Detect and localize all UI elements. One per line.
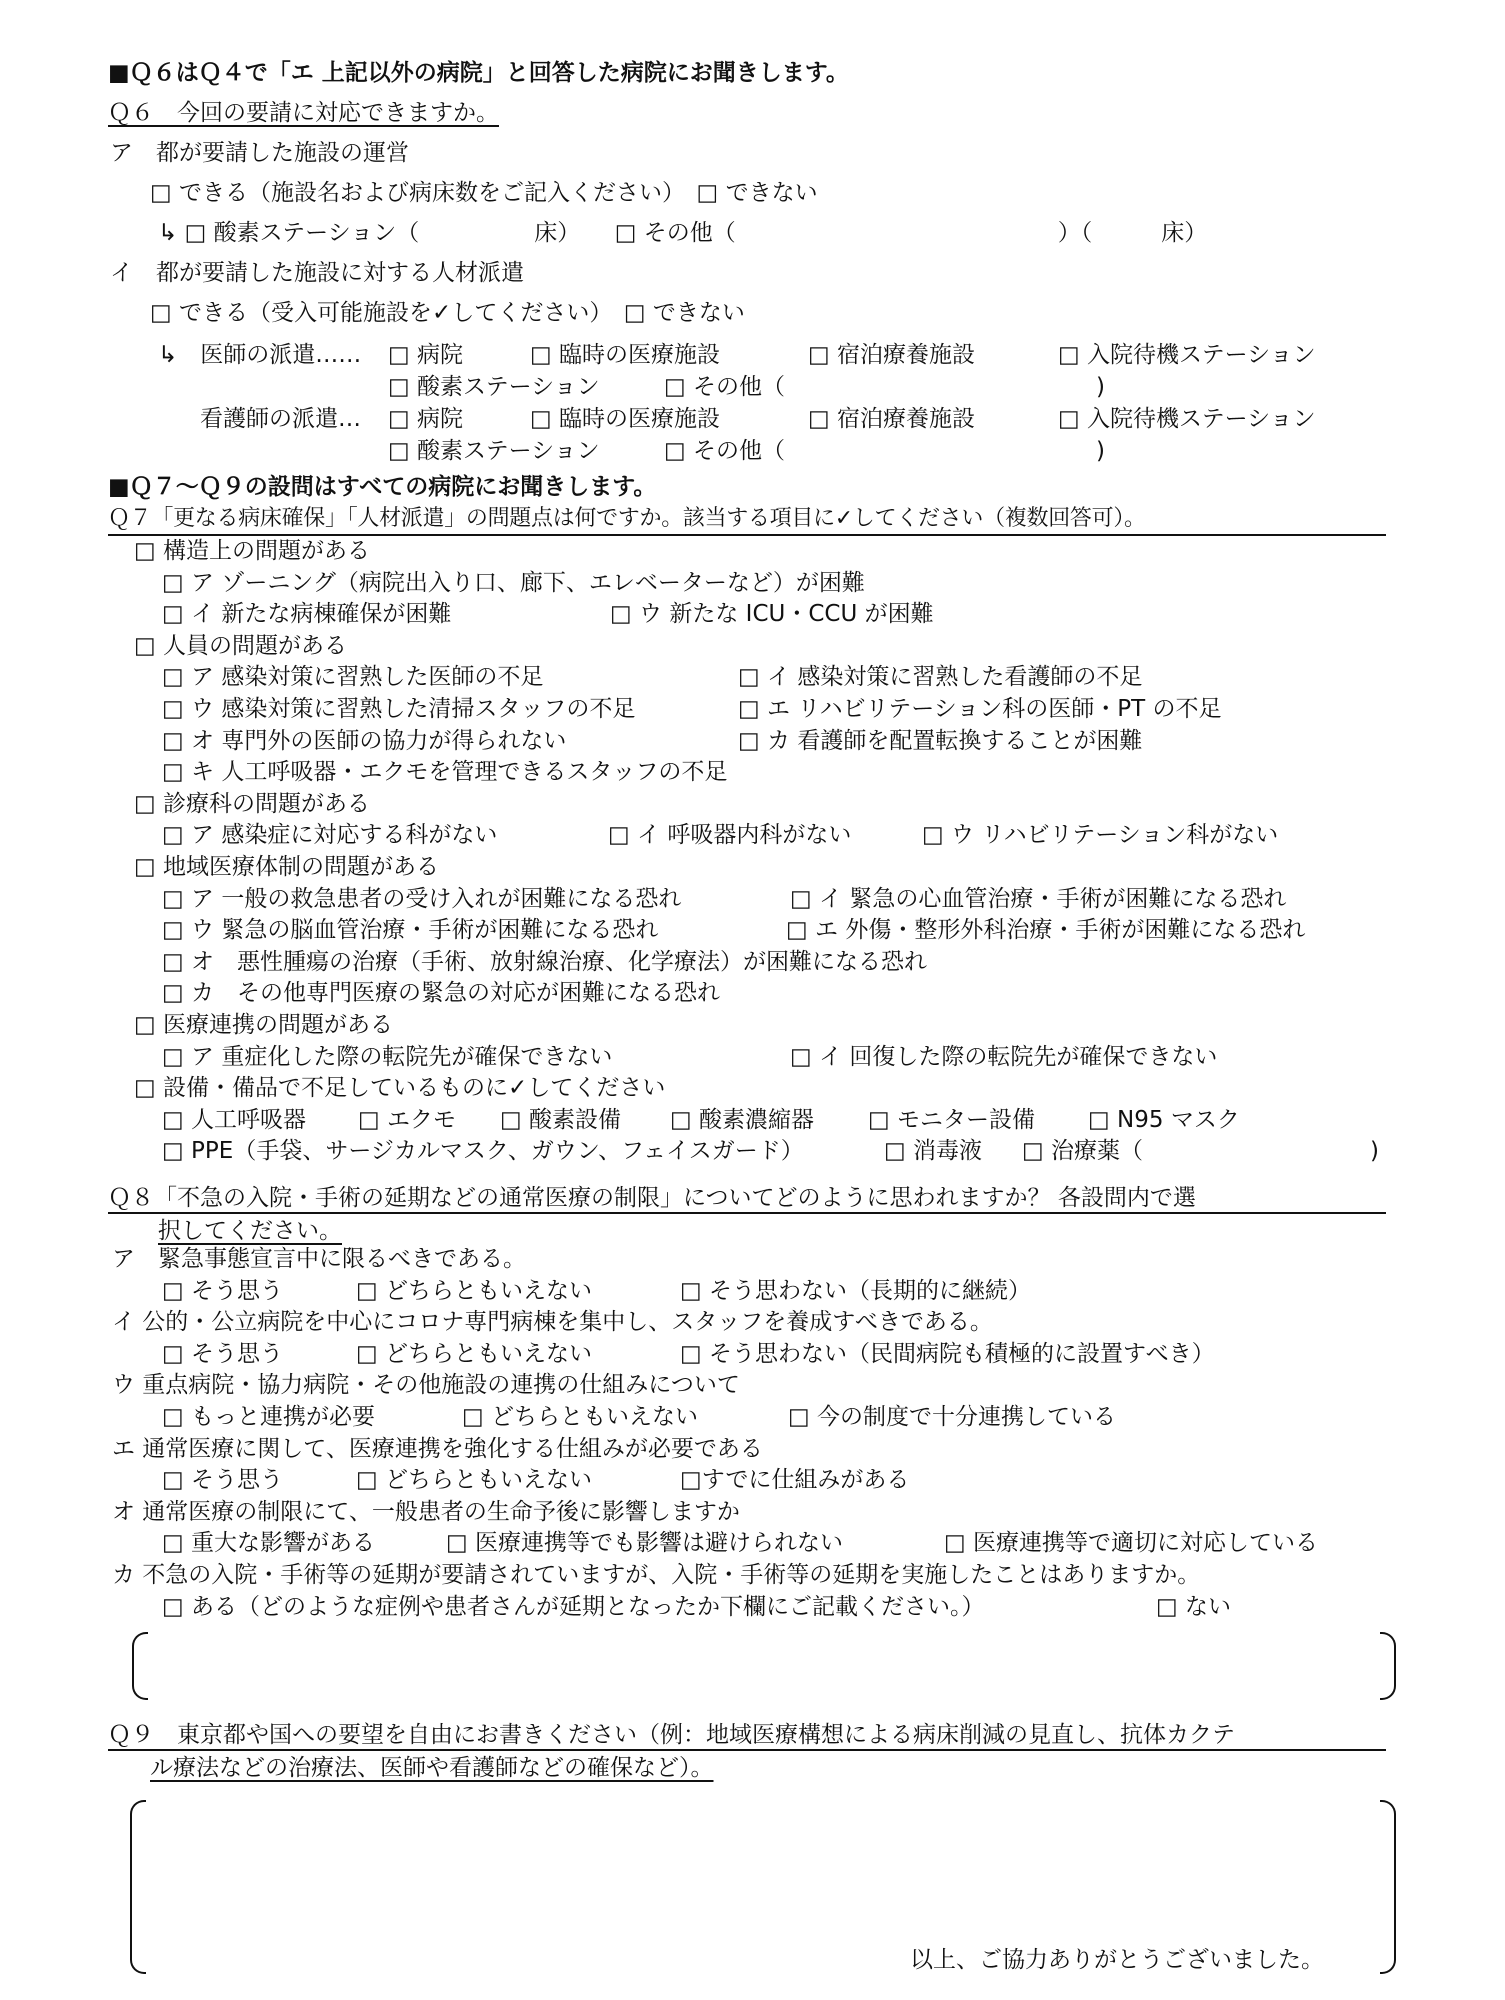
option-checkbox[interactable]: □ 医療連携の問題がある	[134, 1012, 394, 1038]
q9-question-line2: ル療法などの治療法、医師や看護師などの確保など）。	[150, 1755, 714, 1781]
option-checkbox[interactable]: □ 診療科の問題がある	[134, 790, 371, 817]
close-paren: )	[1096, 438, 1105, 464]
option-checkbox[interactable]: □ ウ 新たな ICU・CCU が困難	[610, 601, 934, 628]
facility-checkbox[interactable]: □ 病院	[388, 342, 464, 368]
q9-answer-bracket-right	[1380, 1800, 1396, 1974]
option-text: エ 通常医療に関して、医療連携を強化する仕組みが必要である	[112, 1435, 763, 1462]
q8-question-line1: Ｑ８「不急の入院・手術の延期などの通常医療の制限」についてどのように思われますか？ 各設問内で選	[108, 1185, 1196, 1211]
close-paren: )	[1096, 374, 1105, 400]
facility-checkbox[interactable]: □ 臨時の医療施設	[530, 406, 721, 432]
option-checkbox[interactable]: □ そう思う	[162, 1340, 284, 1367]
option-text: ア 緊急事態宣言中に限るべきである。	[112, 1246, 526, 1272]
option-checkbox[interactable]: □ そう思う	[162, 1467, 284, 1494]
q6-b-title: イ 都が要請した施設に対する人材派遣	[110, 260, 524, 286]
q6-a-options[interactable]: □ できる（施設名および病床数をご記入ください） □ できない	[150, 180, 818, 206]
option-checkbox[interactable]: □ そう思う	[162, 1277, 284, 1304]
option-checkbox[interactable]: □ 重大な影響がある	[162, 1530, 376, 1557]
option-checkbox[interactable]: □ どちらともいえない	[356, 1467, 593, 1494]
option-text: オ 通常医療の制限にて、一般患者の生命予後に影響しますか	[112, 1498, 740, 1525]
option-checkbox[interactable]: □ ア 一般の救急患者の受け入れが困難になる恐れ	[162, 885, 682, 912]
q8-underline	[108, 1212, 1386, 1214]
facility-checkbox[interactable]: □ 入院待機ステーション	[1058, 406, 1316, 432]
facility-checkbox[interactable]: □ 酸素ステーション	[388, 374, 600, 400]
option-checkbox[interactable]: □ そう思わない（長期的に継続）	[680, 1277, 1032, 1304]
option-checkbox[interactable]: □ オ 悪性腫瘍の治療（手術、放射線治療、化学療法）が困難になる恐れ	[162, 948, 928, 975]
option-checkbox[interactable]: □ 構造上の問題がある	[134, 538, 371, 564]
option-checkbox[interactable]: □ もっと連携が必要	[162, 1404, 376, 1430]
option-checkbox[interactable]: □ ア 感染症に対応する科がない	[162, 822, 498, 849]
option-checkbox[interactable]: □ 地域医療体制の問題がある	[134, 854, 440, 880]
option-checkbox[interactable]: □ 医療連携等でも影響は避けられない	[446, 1530, 844, 1557]
option-text: イ 公的・公立病院を中心にコロナ専門病棟を集中し、スタッフを養成すべきである。	[112, 1309, 993, 1336]
q8-answer-area[interactable]	[150, 1632, 1375, 1696]
option-checkbox[interactable]: □ ア 重症化した際の転院先が確保できない	[162, 1043, 613, 1070]
facility-checkbox[interactable]: □ 酸素ステーション	[388, 438, 600, 464]
q6-a-title: ア 都が要請した施設の運営	[110, 140, 409, 166]
option-checkbox[interactable]: □すでに仕組みがある	[680, 1467, 910, 1494]
option-checkbox[interactable]: □ エ 外傷・整形外科治療・手術が困難になる恐れ	[786, 917, 1306, 944]
option-checkbox[interactable]: □ 人工呼吸器	[162, 1106, 307, 1133]
option-checkbox[interactable]: □ そう思わない（民間病院も積極的に設置すべき）	[680, 1340, 1215, 1367]
option-checkbox[interactable]: □ イ 感染対策に習熟した看護師の不足	[738, 664, 1143, 691]
facility-checkbox[interactable]: □ 宿泊療養施設	[808, 342, 976, 368]
q6-question: Ｑ６ 今回の要請に対応できますか。	[108, 100, 499, 126]
option-checkbox[interactable]: □ イ 緊急の心血管治療・手術が困難になる恐れ	[790, 885, 1287, 912]
q9-answer-bracket-left	[130, 1800, 146, 1974]
closing-text: 以上、ご協力ありがとうございました。	[910, 1947, 1324, 1973]
facility-checkbox[interactable]: □ 入院待機ステーション	[1058, 342, 1316, 368]
option-checkbox[interactable]: □ カ 看護師を配置転換することが困難	[738, 727, 1143, 754]
option-checkbox[interactable]: □ ある（どのような症例や患者さんが延期となったか下欄にご記載ください。）	[162, 1593, 985, 1620]
option-checkbox[interactable]: □ 治療薬（	[1022, 1138, 1144, 1165]
option-checkbox[interactable]: □ ウ リハビリテーション科がない	[922, 822, 1279, 849]
option-checkbox[interactable]: □ ア ゾーニング（病院出入り口、廊下、エレベーターなど）が困難	[162, 569, 865, 596]
option-checkbox[interactable]: □ イ 回復した際の転院先が確保できない	[790, 1043, 1218, 1070]
option-checkbox[interactable]: □ 人員の問題がある	[134, 632, 348, 659]
option-checkbox[interactable]: □ PPE（手袋、サージカルマスク、ガウン、フェイスガード）	[162, 1138, 804, 1165]
q9-question-line1: Ｑ９ 東京都や国への要望を自由にお書きください（例：地域医療構想による病床削減の見直し、抗体カクテ	[108, 1722, 1235, 1748]
option-checkbox[interactable]: □ 今の制度で十分連携している	[788, 1404, 1117, 1430]
option-checkbox[interactable]: □ オ 専門外の医師の協力が得られない	[162, 727, 567, 754]
option-checkbox[interactable]: □ どちらともいえない	[356, 1340, 593, 1367]
q6-section-header: ■Ｑ６はＱ４で「エ 上記以外の病院」と回答した病院にお聞きします。	[108, 60, 849, 86]
option-checkbox[interactable]: □ ウ 緊急の脳血管治療・手術が困難になる恐れ	[162, 917, 659, 944]
facility-checkbox[interactable]: □ その他（	[664, 374, 786, 400]
option-checkbox[interactable]: □ エ リハビリテーション科の医師・PT の不足	[738, 696, 1222, 722]
option-checkbox[interactable]: □ ない	[1156, 1593, 1232, 1620]
q9-underline	[108, 1749, 1386, 1751]
doctor-dispatch-label: ↳ 医師の派遣……	[158, 342, 362, 368]
option-checkbox[interactable]: □ イ 呼吸器内科がない	[608, 822, 852, 849]
facility-checkbox[interactable]: □ 宿泊療養施設	[808, 406, 976, 432]
option-checkbox[interactable]: □ どちらともいえない	[356, 1277, 593, 1304]
q8-answer-bracket-left	[132, 1632, 148, 1700]
option-text: カ 不急の入院・手術等の延期が要請されていますが、入院・手術等の延期を実施したことはありますか。	[112, 1562, 1201, 1588]
option-checkbox[interactable]: □ モニター設備	[868, 1106, 1036, 1133]
option-text: )	[1370, 1138, 1379, 1165]
option-checkbox[interactable]: □ キ 人工呼吸器・エクモを管理できるスタッフの不足	[162, 759, 728, 786]
option-checkbox[interactable]: □ どちらともいえない	[462, 1404, 699, 1430]
option-checkbox[interactable]: □ 酸素設備	[500, 1106, 622, 1133]
facility-checkbox[interactable]: □ 臨時の医療施設	[530, 342, 721, 368]
q6-a-sub-options[interactable]: ↳ □ 酸素ステーション（ 床） □ その他（ ）（ 床）	[158, 220, 1208, 246]
option-text: ウ 重点病院・協力病院・その他施設の連携の仕組みについて	[112, 1372, 740, 1399]
q6-b-options[interactable]: □ できる（受入可能施設を✓してください） □ できない	[150, 300, 745, 326]
option-checkbox[interactable]: □ 医療連携等で適切に対応している	[944, 1530, 1319, 1557]
option-checkbox[interactable]: □ 酸素濃縮器	[670, 1106, 815, 1133]
option-checkbox[interactable]: □ 設備・備品で不足しているものに✓してください	[134, 1075, 666, 1102]
option-checkbox[interactable]: □ イ 新たな病棟確保が困難	[162, 601, 452, 628]
facility-checkbox[interactable]: □ 病院	[388, 406, 464, 432]
q8-answer-bracket-right	[1380, 1632, 1396, 1700]
nurse-dispatch-label: 看護師の派遣…	[200, 406, 361, 432]
option-checkbox[interactable]: □ 消毒液	[884, 1138, 983, 1165]
q7-section-header: ■Ｑ７～Ｑ９の設問はすべての病院にお聞きします。	[108, 474, 657, 500]
facility-checkbox[interactable]: □ その他（	[664, 438, 786, 464]
option-checkbox[interactable]: □ ア 感染対策に習熟した医師の不足	[162, 664, 544, 691]
option-checkbox[interactable]: □ エクモ	[358, 1106, 457, 1133]
option-checkbox[interactable]: □ N95 マスク	[1088, 1106, 1240, 1133]
q7-question: Ｑ７「更なる病床確保」「人材派遣」の問題点は何ですか。該当する項目に✓してください（複数回答可）。	[108, 506, 1146, 531]
option-checkbox[interactable]: □ ウ 感染対策に習熟した清掃スタッフの不足	[162, 696, 636, 722]
q8-question-line2: 択してください。	[158, 1218, 342, 1244]
option-checkbox[interactable]: □ カ その他専門医療の緊急の対応が困難になる恐れ	[162, 980, 721, 1007]
